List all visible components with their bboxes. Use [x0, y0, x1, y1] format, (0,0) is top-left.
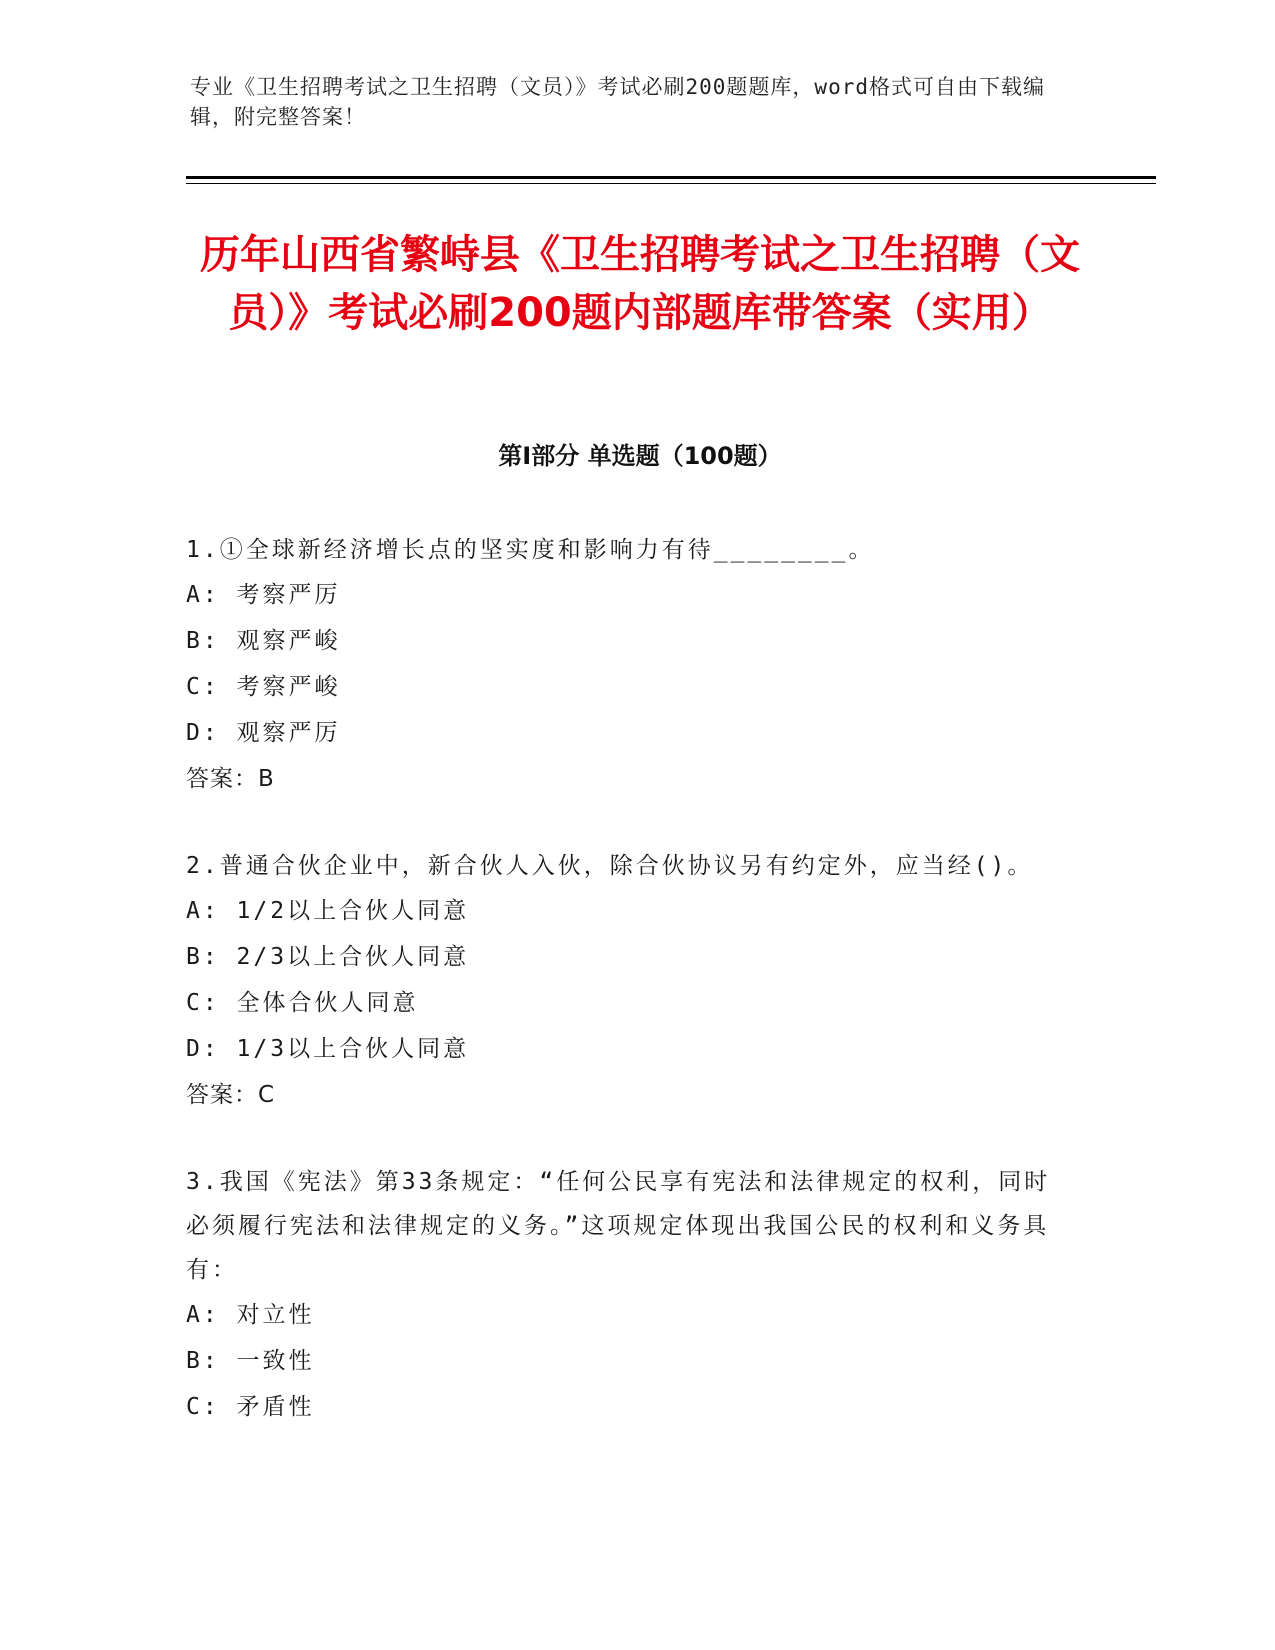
question-3	[186, 1160, 1066, 1430]
option-d: D: 1/3以上合伙人同意	[186, 1036, 470, 1062]
header-divider-thin	[186, 183, 1156, 184]
section-title: 第Ⅰ部分 单选题（100题）	[498, 442, 782, 470]
answer: 答案：C	[186, 1082, 276, 1108]
question-stem: 1.①全球新经济增长点的坚实度和影响力有待________。	[186, 537, 875, 563]
header-note: 专业《卫生招聘考试之卫生招聘（文员）》考试必刷200题题库，word格式可自由下载编辑，附完整答案！	[190, 75, 1045, 129]
question-stem: 2.普通合伙企业中，新合伙人入伙，除合伙协议另有约定外，应当经()。	[186, 853, 1034, 879]
question-2	[186, 844, 1066, 1118]
question-1	[186, 528, 1066, 802]
answer: 答案：B	[186, 766, 275, 792]
header-divider-thick	[186, 176, 1156, 179]
option-c: C: 全体合伙人同意	[186, 990, 419, 1016]
question-stem: 3.我国《宪法》第33条规定：“任何公民享有宪法和法律规定的权利，同时必须履行宪法和法律规定的义务。”这项规定体现出我国公民的权利和义务具有：	[186, 1169, 1051, 1283]
option-b: B: 观察严峻	[186, 628, 341, 654]
option-d: D: 观察严厉	[186, 720, 341, 746]
option-b: B: 一致性	[186, 1348, 315, 1374]
document-title: 历年山西省繁峙县《卫生招聘考试之卫生招聘（文员）》考试必刷200题内部题库带答案（实用）	[200, 232, 1080, 336]
option-b: B: 2/3以上合伙人同意	[186, 944, 470, 970]
option-a: A: 对立性	[186, 1302, 315, 1328]
option-a: A: 1/2以上合伙人同意	[186, 898, 470, 924]
option-a: A: 考察严厉	[186, 582, 341, 608]
option-c: C: 矛盾性	[186, 1394, 315, 1420]
option-c: C: 考察严峻	[186, 674, 341, 700]
question-list	[186, 528, 1066, 1472]
